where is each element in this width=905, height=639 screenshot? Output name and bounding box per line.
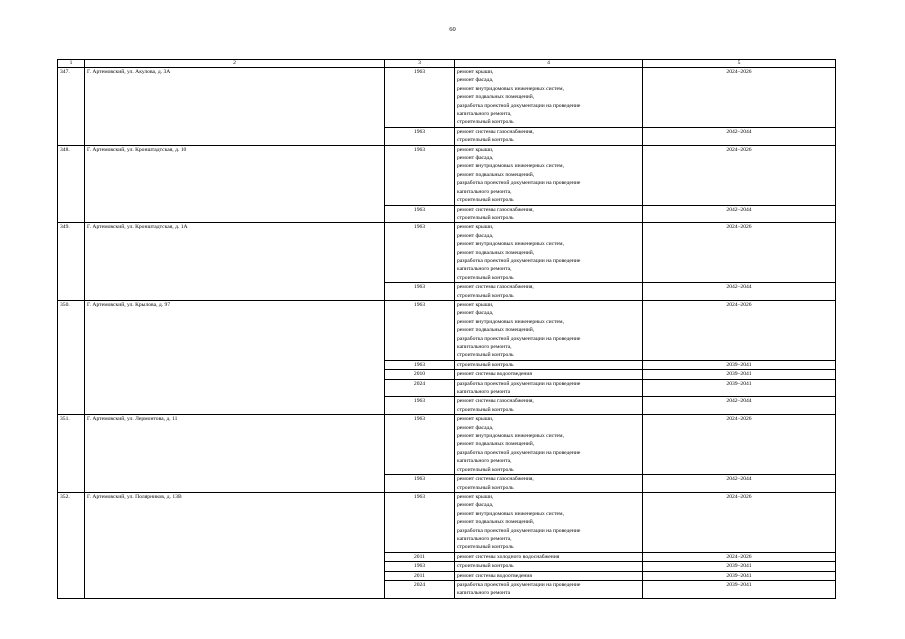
work-type-line: ремонт подвальных помещений,	[457, 171, 535, 178]
work-type-line: ремонт фасада,	[457, 232, 494, 239]
work-year: 1963	[385, 300, 455, 360]
work-type-line: ремонт внутридомовых инженерных систем,	[457, 241, 564, 248]
work-period: 2039–2041	[643, 562, 836, 571]
work-period: 2024–2026	[643, 300, 836, 360]
work-type-line: капитального ремонта	[457, 590, 511, 597]
entry-address: Г. Артемовский, ул. Кронштадтская, д. 10	[85, 145, 385, 223]
table-row	[58, 492, 836, 552]
work-type-line: разработка проектной документации на проведение	[457, 449, 581, 456]
work-type-line: ремонт подвальных помещений,	[457, 327, 535, 334]
repair-schedule-table	[57, 59, 836, 599]
work-type-line: ремонт системы газоснабжения,	[457, 284, 534, 291]
work-period: 2042–2044	[643, 397, 836, 415]
work-types	[455, 68, 643, 128]
work-types	[455, 360, 643, 369]
work-type-line: ремонт системы водоотведения	[457, 572, 532, 579]
work-type-line: ремонт фасада,	[457, 424, 494, 431]
work-year: 1963	[385, 562, 455, 571]
work-types	[455, 379, 643, 397]
column-header-3: 3	[385, 60, 455, 68]
work-period: 2039–2041	[643, 571, 836, 580]
entry-number: 350.	[58, 300, 85, 414]
work-type-line: ремонт фасада,	[457, 502, 494, 509]
work-type-line: ремонт крыши,	[457, 301, 494, 308]
work-types	[455, 571, 643, 580]
work-type-line: капитального ремонта,	[457, 535, 512, 542]
work-type-line: ремонт внутридомовых инженерных систем,	[457, 510, 564, 517]
work-period: 2039–2041	[643, 370, 836, 379]
entry-number: 351.	[58, 415, 85, 493]
work-type-line: строительный контроль	[457, 563, 514, 570]
work-year: 1963	[385, 283, 455, 301]
work-year: 1963	[385, 360, 455, 369]
work-type-line: капитального ремонта	[457, 389, 511, 396]
work-type-line: разработка проектной документации на проведение	[457, 527, 581, 534]
page-number: 60	[449, 26, 456, 33]
work-type-line: ремонт внутридомовых инженерных систем,	[457, 163, 564, 170]
work-types	[455, 145, 643, 205]
work-period: 2042–2044	[643, 127, 836, 145]
entry-address: Г. Артемовский, ул. Крылова, д. 97	[85, 300, 385, 414]
work-types	[455, 205, 643, 223]
work-type-line: ремонт крыши,	[457, 69, 494, 75]
work-type-line: ремонт крыши,	[457, 416, 494, 423]
work-type-line: ремонт фасада,	[457, 77, 494, 84]
work-period: 2024–2026	[643, 552, 836, 561]
table-row	[58, 415, 836, 475]
work-type-line: капитального ремонта,	[457, 188, 512, 195]
work-types	[455, 370, 643, 379]
work-year: 1963	[385, 492, 455, 552]
work-type-line: строительный контроль	[457, 466, 514, 473]
work-types	[455, 562, 643, 571]
work-type-line: ремонт внутридомовых инженерных систем,	[457, 85, 564, 92]
work-types	[455, 223, 643, 283]
work-period: 2024–2026	[643, 223, 836, 283]
column-header-5: 5	[643, 60, 836, 68]
work-type-line: строительный контроль	[457, 352, 514, 359]
work-type-line: разработка проектной документации на проведение	[457, 180, 581, 187]
work-year: 1963	[385, 205, 455, 223]
work-type-line: ремонт фасада,	[457, 310, 494, 317]
entry-number: 348.	[58, 145, 85, 223]
work-types	[455, 475, 643, 493]
table-row	[58, 300, 836, 360]
entry-number: 352.	[58, 492, 85, 598]
work-type-line: ремонт крыши,	[457, 146, 494, 153]
entry-address: Г. Артемовский, ул. Лермонтова, д. 11	[85, 415, 385, 493]
work-type-line: строительный контроль	[457, 361, 514, 368]
work-type-line: разработка проектной документации на проведение	[457, 380, 581, 387]
column-header-2: 2	[85, 60, 385, 68]
work-type-line: ремонт внутридомовых инженерных систем,	[457, 318, 564, 325]
table-row	[58, 223, 836, 283]
work-period: 2024–2026	[643, 492, 836, 552]
table-body	[58, 68, 836, 599]
work-type-line: ремонт системы газоснабжения,	[457, 398, 534, 405]
work-types	[455, 300, 643, 360]
work-year: 2024	[385, 580, 455, 598]
work-type-line: разработка проектной документации на проведение	[457, 335, 581, 342]
work-type-line: строительный контроль	[457, 197, 514, 204]
work-type-line: строительный контроль	[457, 484, 514, 491]
work-year: 1963	[385, 145, 455, 205]
entry-address: Г. Артемовский, ул. Кронштадтская, д. 1А	[85, 223, 385, 301]
work-types	[455, 580, 643, 598]
entry-number: 347.	[58, 68, 85, 146]
table-row	[58, 145, 836, 205]
work-type-line: капитального ремонта,	[457, 458, 512, 465]
work-period: 2024–2026	[643, 415, 836, 475]
work-period: 2042–2044	[643, 475, 836, 493]
work-type-line: капитального ремонта,	[457, 266, 512, 273]
work-year: 2010	[385, 370, 455, 379]
work-type-line: ремонт фасада,	[457, 155, 494, 162]
work-year: 1963	[385, 223, 455, 283]
work-type-line: капитального ремонта,	[457, 111, 512, 118]
work-year: 1963	[385, 68, 455, 128]
work-year: 2011	[385, 571, 455, 580]
work-type-line: ремонт внутридомовых инженерных систем,	[457, 433, 564, 440]
table-row	[58, 68, 836, 128]
work-type-line: ремонт подвальных помещений,	[457, 249, 535, 256]
work-type-line: ремонт подвальных помещений,	[457, 94, 535, 101]
work-type-line: ремонт крыши,	[457, 224, 494, 231]
work-year: 2024	[385, 379, 455, 397]
work-type-line: ремонт крыши,	[457, 493, 494, 500]
work-type-line: разработка проектной документации на проведение	[457, 257, 581, 264]
work-types	[455, 397, 643, 415]
work-period: 2039–2041	[643, 360, 836, 369]
work-type-line: капитального ремонта,	[457, 344, 512, 350]
work-type-line: строительный контроль	[457, 292, 514, 299]
work-type-line: ремонт подвальных помещений,	[457, 441, 535, 448]
work-type-line: строительный контроль	[457, 406, 514, 413]
work-type-line: строительный контроль	[457, 214, 514, 221]
entry-number: 349.	[58, 223, 85, 301]
entry-address: Г. Артемовский, ул. Акулова, д. 3А	[85, 68, 385, 146]
work-type-line: строительный контроль	[457, 274, 514, 281]
work-type-line: строительный контроль	[457, 544, 514, 551]
entry-address: Г. Артемовский, ул. Полярников, д. 13В	[85, 492, 385, 598]
work-period: 2042–2044	[643, 205, 836, 223]
work-type-line: разработка проектной документации на проведение	[457, 581, 581, 588]
work-types	[455, 552, 643, 561]
column-header-1: 1	[58, 60, 85, 68]
work-type-line: строительный контроль	[457, 137, 514, 144]
work-year: 1963	[385, 397, 455, 415]
work-type-line: ремонт системы холодного водоснабжения	[457, 553, 560, 560]
work-year: 1963	[385, 127, 455, 145]
work-type-line: строительный контроль	[457, 119, 514, 126]
work-types	[455, 127, 643, 145]
work-type-line: ремонт подвальных помещений,	[457, 519, 535, 526]
column-number-row	[58, 60, 836, 68]
work-types	[455, 415, 643, 475]
work-period: 2024–2026	[643, 145, 836, 205]
work-types	[455, 492, 643, 552]
work-types	[455, 283, 643, 301]
work-year: 1963	[385, 475, 455, 493]
work-type-line: ремонт системы газоснабжения,	[457, 206, 534, 213]
work-period: 2042–2044	[643, 283, 836, 301]
work-type-line: ремонт системы газоснабжения,	[457, 128, 534, 135]
work-period: 2039–2041	[643, 379, 836, 397]
work-type-line: ремонт системы газоснабжения,	[457, 476, 534, 483]
column-header-4: 4	[455, 60, 643, 68]
work-type-line: разработка проектной документации на проведение	[457, 102, 581, 109]
work-type-line: ремонт системы водоотведения	[457, 371, 532, 378]
work-period: 2039–2041	[643, 580, 836, 598]
work-year: 1963	[385, 415, 455, 475]
work-period: 2024–2026	[643, 68, 836, 128]
work-year: 2011	[385, 552, 455, 561]
